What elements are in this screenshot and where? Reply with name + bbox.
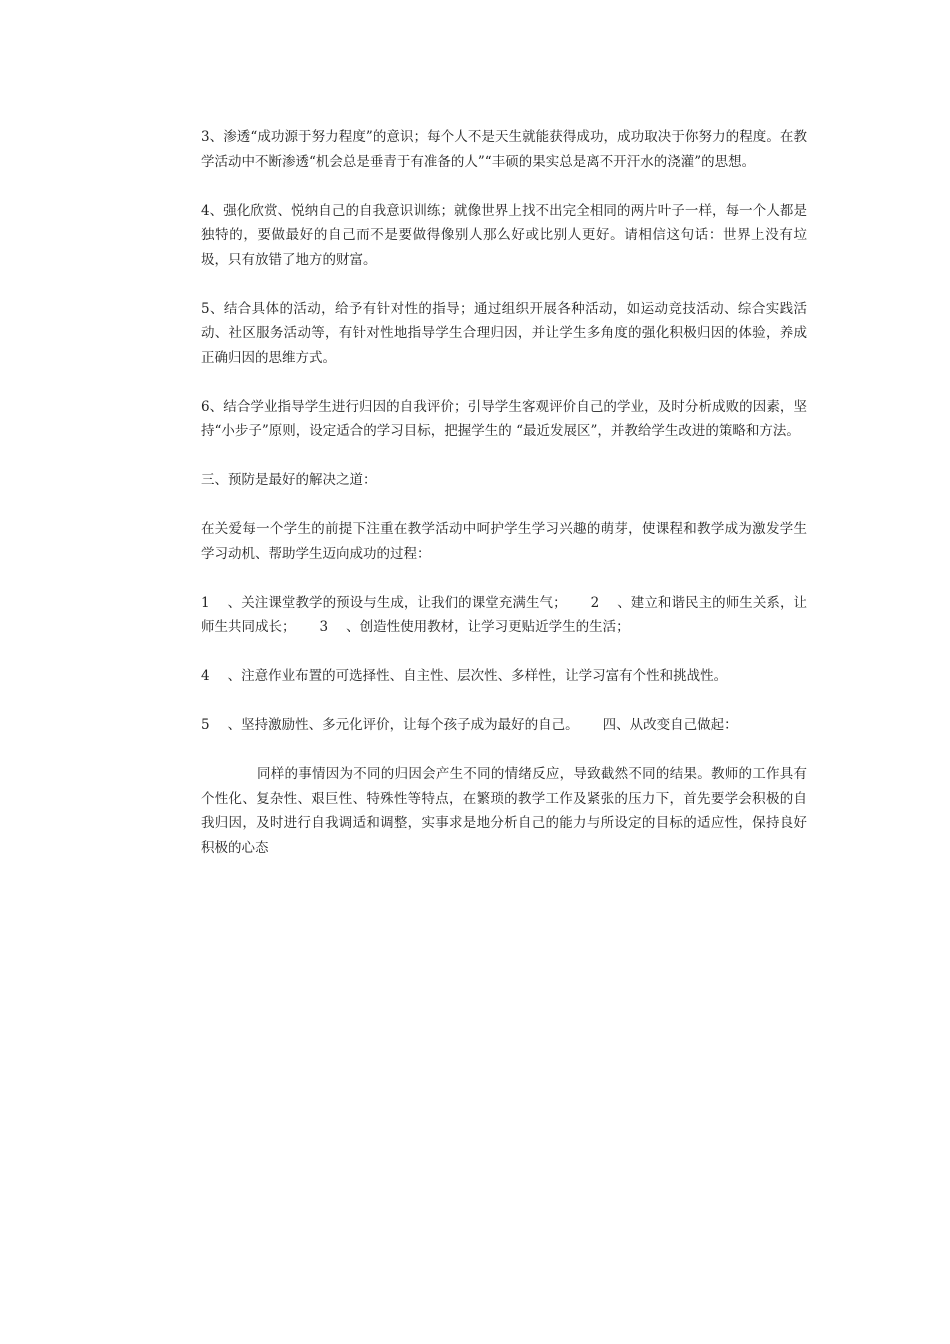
list-line-3: [201, 713, 807, 738]
section-heading-4: 四、从改变自己做起：: [602, 717, 738, 733]
final-paragraph: 同样的事情因为不同的归因会产生不同的情绪反应，导致截然不同的结果。教师的工作具有个性化、复杂性、艰巨性、特殊性等特点，在繁琐的教学工作及紧张的压力下，首先要学会积极的自我归因，及时进行自我调适和调整，实事求是地分析自己的能力与所设定的目标的适应性，保持良好积极的心态: [201, 766, 807, 856]
list-text-4: 、注意作业布置的可选择性、自主性、层次性、多样性，让学习富有个性和挑战性。: [227, 668, 728, 684]
list-line-1: [201, 591, 807, 640]
paragraph-item-5: 5、结合具体的活动，给予有针对性的指导；通过组织开展各种活动，如运动竞技活动、综合实践活动、社区服务活动等，有针对性地指导学生合理归因，并让学生多角度的强化积极归因的体验，养成正确归因的思维方式。: [201, 300, 807, 366]
section-heading-3: 三、预防是最好的解决之道：: [201, 472, 377, 488]
list-number-5: 5: [201, 717, 210, 733]
list-number-2: 2: [590, 594, 600, 611]
paragraph-item-6: 6、结合学业指导学生进行归因的自我评价；引导学生客观评价自己的学业，及时分析成败的因素，坚持“小步子”原则，设定适合的学习目标，把握学生的 “最近发展区”，并教给学生改进的策略和方法。: [201, 398, 807, 439]
list-number-4: 4: [201, 668, 210, 684]
list-number-3: 3: [319, 619, 329, 635]
list-text-2: 、建立和谐民主的师生关系，让师生共同成长；: [201, 594, 808, 635]
paragraph-item-4: 4、强化欣赏、悦纳自己的自我意识训练；就像世界上找不出完全相同的两片叶子一样，每一个人都是独特的，要做最好的自己而不是要做得像别人那么好或比别人更好。请相信这句话：世界上没有垃圾，只有放错了地方的财富。: [201, 202, 807, 268]
list-text-5: 、坚持激励性、多元化评价，让每个孩子成为最好的自己。: [227, 717, 579, 733]
list-text-3: 、创造性使用教材，让学习更贴近学生的生活；: [346, 619, 630, 635]
paragraph-item-3: 3、渗透“成功源于努力程度”的意识；每个人不是天生就能获得成功，成功取决于你努力的程度。在教学活动中不断渗透“机会总是垂青于有准备的人”“丰硕的果实总是离不开汗水的浇灌”的思想。: [201, 129, 807, 170]
section-intro-paragraph: 在关爱每一个学生的前提下注重在教学活动中呵护学生学习兴趣的萌芽，使课程和教学成为激发学生学习动机、帮助学生迈向成功的过程：: [201, 521, 807, 562]
list-number-1: 1: [201, 594, 210, 611]
list-line-2: [201, 664, 807, 689]
document-body: [201, 125, 807, 885]
list-text-1: 、关注课堂教学的预设与生成，让我们的课堂充满生气；: [227, 594, 567, 611]
